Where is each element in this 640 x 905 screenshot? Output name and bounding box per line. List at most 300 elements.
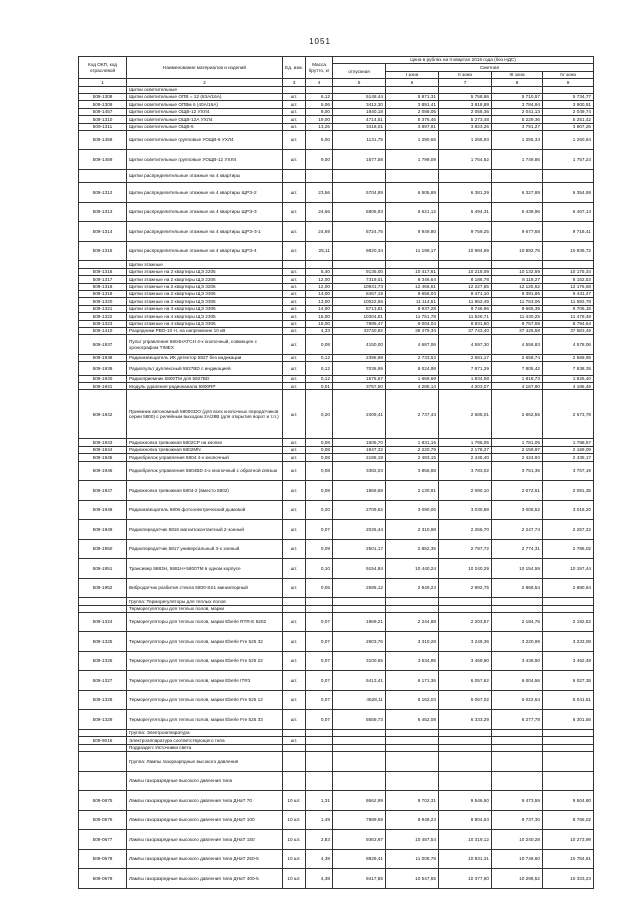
zone1-price-cell: 2 130,91 bbox=[386, 481, 439, 501]
name-cell: Щитки этажные на 4 квартиры ЩЭ 3306 bbox=[127, 320, 283, 327]
zone4-price-cell: 12 176,68 bbox=[543, 283, 594, 290]
unit-cell: шт. bbox=[283, 283, 306, 290]
release-price-cell: 7036,95 bbox=[333, 362, 386, 376]
zone4-price-cell: 10 333,23 bbox=[543, 869, 594, 889]
zone3-price-cell: 1 749,86 bbox=[492, 150, 543, 170]
unit-cell: шт. bbox=[283, 737, 306, 744]
zone2-price-cell: 2 892,75 bbox=[439, 578, 492, 598]
zone2-price-cell: 10 218,09 bbox=[439, 268, 492, 275]
mass-cell: 12,00 bbox=[306, 283, 333, 290]
mass-cell: 0,10 bbox=[306, 559, 333, 579]
empty-cell bbox=[333, 169, 386, 183]
zone3-price-cell: 3 220,99 bbox=[492, 632, 543, 652]
empty-cell bbox=[439, 261, 492, 268]
mass-cell: 25,11 bbox=[306, 241, 333, 261]
table-row bbox=[79, 869, 594, 889]
release-price-cell: 2903,76 bbox=[333, 632, 386, 652]
release-price-cell: 2026,44 bbox=[333, 520, 386, 540]
zone3-price-cell: 2 658,74 bbox=[492, 354, 543, 361]
zone3-price-cell: 3 784,94 bbox=[492, 101, 543, 108]
zone1-price-cell: 11 751,78 bbox=[386, 313, 439, 320]
name-cell: Щитки этажные на 2 квартиры ЩЭ 3305 bbox=[127, 298, 283, 305]
release-price-cell: 2186,19 bbox=[333, 454, 386, 461]
code-cell: 509-1325 bbox=[79, 632, 127, 652]
mass-cell: 5,00 bbox=[306, 130, 333, 150]
name-cell: Радиобрелок управления 5804 4-х кнопочный bbox=[127, 454, 283, 461]
unit-cell: шт. bbox=[283, 320, 306, 327]
table-row bbox=[79, 268, 594, 275]
code-cell bbox=[79, 771, 127, 791]
zone3-price-cell: 9 665,39 bbox=[492, 305, 543, 312]
zone4-price-cell: 1 757,24 bbox=[543, 150, 594, 170]
zone1-price-cell: 1 290,65 bbox=[386, 130, 439, 150]
name-cell: Терморегуляторы для теплых полов, марки Eberle Fre 525 32 bbox=[127, 632, 283, 652]
code-cell: 509-1949 bbox=[79, 520, 127, 540]
zone4-price-cell: 2 786,02 bbox=[543, 539, 594, 559]
group-row bbox=[79, 605, 594, 612]
release-price-cell: 8662,99 bbox=[333, 791, 386, 811]
code-cell: 509-1457 bbox=[79, 108, 127, 115]
release-price-cell: 9135,00 bbox=[333, 268, 386, 275]
zone1-price-cell: 9 004,04 bbox=[386, 320, 439, 327]
group-title: Щитки распределительные этажные на 4 квартиры bbox=[127, 169, 283, 183]
empty-cell bbox=[306, 605, 333, 612]
unit-cell: шт. bbox=[283, 520, 306, 540]
zone1-price-cell: 2 310,98 bbox=[386, 520, 439, 540]
zone4-price-cell: 8 152,53 bbox=[543, 276, 594, 283]
unit-cell: шт. bbox=[283, 710, 306, 730]
group-row bbox=[79, 598, 594, 605]
code-cell: 509-0678 bbox=[79, 849, 127, 869]
unit-cell: шт. bbox=[283, 298, 306, 305]
release-price-cell bbox=[333, 737, 386, 744]
release-price-cell: 10304,81 bbox=[333, 313, 386, 320]
release-price-cell: 2409,41 bbox=[333, 390, 386, 439]
empty-cell bbox=[492, 86, 543, 93]
release-price-cell: 1947,32 bbox=[333, 446, 386, 453]
zone1-price-cell: 10 547,65 bbox=[386, 869, 439, 889]
code-cell: 509-1309 bbox=[79, 101, 127, 108]
zone1-price-cell: 3 534,95 bbox=[386, 651, 439, 671]
unit-cell: шт. bbox=[283, 327, 306, 334]
name-cell: Разрядники РВО-10 Н, на напряжение 10 кВ bbox=[127, 327, 283, 334]
mass-cell: 0,08 bbox=[306, 335, 333, 355]
zone3-price-cell: 9 677,58 bbox=[492, 222, 543, 242]
zone3-price-cell bbox=[492, 737, 543, 744]
empty-cell bbox=[283, 261, 306, 268]
zone1-price-cell: 9 937,28 bbox=[386, 305, 439, 312]
name-cell: Щитки этажные на 2 квартиры ЩЭ 3206 bbox=[127, 283, 283, 290]
name-cell: Лампы газоразрядные высокого давления типа ДНаТ 400-5 bbox=[127, 869, 283, 889]
header-index: 8 bbox=[492, 79, 543, 86]
zone4-price-cell: 10 175,34 bbox=[543, 268, 594, 275]
zone2-price-cell: 3 249,36 bbox=[439, 632, 492, 652]
code-cell: 509-1410 bbox=[79, 327, 127, 334]
mass-cell: 13,00 bbox=[306, 298, 333, 305]
empty-cell bbox=[543, 605, 594, 612]
name-cell: Щитки распределительные этажные на 4 квартиры ЩРЭ-3 bbox=[127, 202, 283, 222]
header-index-row bbox=[79, 79, 594, 86]
table-row bbox=[79, 276, 594, 283]
empty-cell bbox=[439, 752, 492, 772]
code-cell: 509-1321 bbox=[79, 305, 127, 312]
zone1-price-cell: 6 505,89 bbox=[386, 183, 439, 203]
zone4-price-cell: 11 478,48 bbox=[543, 313, 594, 320]
zone1-price-cell: 8 346,64 bbox=[386, 276, 439, 283]
unit-cell: шт. bbox=[283, 116, 306, 123]
empty-cell bbox=[386, 744, 439, 751]
empty-cell bbox=[283, 86, 306, 93]
empty-cell bbox=[543, 169, 594, 183]
header-release: отпускная bbox=[333, 64, 386, 79]
table-row bbox=[79, 150, 594, 170]
zone1-price-cell: 2 733,53 bbox=[386, 354, 439, 361]
mass-cell: 0,01 bbox=[306, 383, 333, 390]
zone1-price-cell: 8 024,98 bbox=[386, 362, 439, 376]
zone1-price-cell: 8 948,23 bbox=[386, 810, 439, 830]
zone2-price-cell: 5 273,48 bbox=[439, 116, 492, 123]
name-cell: Щитки распределительные этажные на 4 квартиры ЩРЭ-4 bbox=[127, 241, 283, 261]
group-row bbox=[79, 86, 594, 93]
name-cell: Пульт управления 5804HATCH 4-х кнопочный, совмещен с хронографом TIMEX bbox=[127, 335, 283, 355]
empty-cell bbox=[492, 752, 543, 772]
unit-cell: шт. bbox=[283, 671, 306, 691]
table-row bbox=[79, 439, 594, 446]
name-cell: Радиокнопка тревожная 5804-2 (вместо 5802) bbox=[127, 481, 283, 501]
release-price-cell: 4150,00 bbox=[333, 335, 386, 355]
unit-cell: 10 шт. bbox=[283, 791, 306, 811]
table-row bbox=[79, 461, 594, 481]
zone2-price-cell: 1 265,93 bbox=[439, 130, 492, 150]
zone4-price-cell: 6 467,14 bbox=[543, 202, 594, 222]
empty-cell bbox=[333, 598, 386, 605]
empty-cell bbox=[306, 86, 333, 93]
name-cell: Щитки этажные на 2 квартиры ЩЭ 2205 bbox=[127, 268, 283, 275]
zone3-price-cell: 3 791,27 bbox=[492, 123, 543, 130]
zone1-price-cell: 6 171,36 bbox=[386, 671, 439, 691]
code-cell: 509-1310 bbox=[79, 116, 127, 123]
mass-cell: 12,00 bbox=[306, 276, 333, 283]
zone2-price-cell: 8 186,78 bbox=[439, 276, 492, 283]
zone1-price-cell: 10 487,54 bbox=[386, 830, 439, 850]
table-row bbox=[79, 446, 594, 453]
unit-cell: шт. bbox=[283, 130, 306, 150]
header-mass: Масса брутто, кг bbox=[306, 57, 333, 79]
name-cell: Щитки этажные на 2 квартиры ЩЭ 3306 bbox=[127, 290, 283, 297]
unit-cell: шт. bbox=[283, 108, 306, 115]
code-cell: 509-1937 bbox=[79, 335, 127, 355]
zone1-price-cell: 3 891,41 bbox=[386, 101, 439, 108]
zone2-price-cell: 3 030,88 bbox=[439, 500, 492, 520]
empty-cell bbox=[283, 169, 306, 183]
code-cell: 509-1328 bbox=[79, 690, 127, 710]
code-cell: 509-1318 bbox=[79, 283, 127, 290]
mass-cell: 24,69 bbox=[306, 222, 333, 242]
unit-cell: шт. bbox=[283, 454, 306, 461]
code-cell: 509-1320 bbox=[79, 298, 127, 305]
zone2-price-cell: 2 058,36 bbox=[439, 108, 492, 115]
zone3-price-cell: 2 247,74 bbox=[492, 520, 543, 540]
code-cell: 509-1942 bbox=[79, 390, 127, 439]
empty-cell bbox=[333, 752, 386, 772]
empty-cell bbox=[492, 261, 543, 268]
unit-cell: 10 шт. bbox=[283, 830, 306, 850]
unit-cell: шт. bbox=[283, 578, 306, 598]
header-index: 7 bbox=[439, 79, 492, 86]
zone3-price-cell: 2 424,93 bbox=[492, 454, 543, 461]
zone3-price-cell: 4 558,83 bbox=[492, 335, 543, 355]
zone1-price-cell: 9 949,80 bbox=[386, 222, 439, 242]
zone2-price-cell: 11 862,49 bbox=[439, 298, 492, 305]
release-price-cell: 1869,58 bbox=[333, 481, 386, 501]
zone1-price-cell: 2 493,15 bbox=[386, 454, 439, 461]
code-cell: 509-1323 bbox=[79, 320, 127, 327]
release-price-cell: 7989,59 bbox=[333, 810, 386, 830]
release-price-cell: 2586,12 bbox=[333, 578, 386, 598]
empty-cell bbox=[333, 744, 386, 751]
zone3-price-cell: 5 710,57 bbox=[492, 93, 543, 100]
code-cell: 509-1459 bbox=[79, 150, 127, 170]
code-cell: 509-1316 bbox=[79, 268, 127, 275]
mass-cell: 0,09 bbox=[306, 539, 333, 559]
release-price-cell: 9154,84 bbox=[333, 559, 386, 579]
zone3-price-cell: 2 072,61 bbox=[492, 481, 543, 501]
mass-cell: 5,40 bbox=[306, 268, 333, 275]
empty-cell bbox=[439, 598, 492, 605]
empty-cell bbox=[333, 86, 386, 93]
unit-cell: шт. bbox=[283, 101, 306, 108]
zone2-price-cell: 3 783,02 bbox=[439, 461, 492, 481]
unit-cell: шт. bbox=[283, 150, 306, 170]
unit-cell: шт. bbox=[283, 268, 306, 275]
zone3-price-cell: 5 022,64 bbox=[492, 690, 543, 710]
zone2-price-cell: 1 764,62 bbox=[439, 150, 492, 170]
empty-cell bbox=[492, 744, 543, 751]
name-cell: Радиопульт дуплексный 5827BD с индикацией bbox=[127, 362, 283, 376]
name-cell: Радиокнопка тревожная 5802MN bbox=[127, 446, 283, 453]
zone3-price-cell: 3 005,52 bbox=[492, 500, 543, 520]
page-number: 1051 bbox=[309, 37, 331, 46]
zone2-price-cell: 6 333,29 bbox=[439, 710, 492, 730]
zone4-price-cell: 2 169,09 bbox=[543, 446, 594, 453]
zone3-price-cell: 10 132,59 bbox=[492, 268, 543, 275]
unit-cell: шт. bbox=[283, 481, 306, 501]
code-cell: 509-1326 bbox=[79, 651, 127, 671]
release-price-cell: 8713,81 bbox=[333, 305, 386, 312]
zone1-price-cell: 2 737,44 bbox=[386, 390, 439, 439]
code-cell: 509-1952 bbox=[79, 578, 127, 598]
mass-cell: 0,08 bbox=[306, 461, 333, 481]
code-cell: 509-1938 bbox=[79, 354, 127, 361]
zone4-price-cell: 10 273,99 bbox=[543, 830, 594, 850]
mass-cell: 1,31 bbox=[306, 791, 333, 811]
mass-cell: 4,33 bbox=[306, 327, 333, 334]
zone2-price-cell: 10 831,31 bbox=[439, 849, 492, 869]
zone2-price-cell: 1 834,08 bbox=[439, 375, 492, 382]
release-price-cell: 3418,01 bbox=[333, 123, 386, 130]
table-row bbox=[79, 222, 594, 242]
mass-cell: 0,07 bbox=[306, 520, 333, 540]
price-table bbox=[78, 56, 594, 889]
name-cell: Электроаппаратура соответствующего типа bbox=[127, 737, 283, 744]
release-price-cell: 1676,67 bbox=[333, 375, 386, 382]
empty-cell bbox=[283, 752, 306, 772]
name-cell: Щитки осветительные ОЩВ-6 bbox=[127, 123, 283, 130]
code-cell: 509-1941 bbox=[79, 383, 127, 390]
zone4-price-cell: 5 041,61 bbox=[543, 690, 594, 710]
name-cell: Щитки осветительные групповые УОЩВ-6 УХЛ4 bbox=[127, 130, 283, 150]
table-row bbox=[79, 375, 594, 382]
table-body bbox=[79, 86, 594, 888]
table-row bbox=[79, 313, 594, 320]
empty-cell bbox=[386, 605, 439, 612]
table-row bbox=[79, 116, 594, 123]
header-price-group: Цена в рублях на II квартал 2016 года (без НДС) bbox=[333, 57, 594, 64]
code-cell: 509-1943 bbox=[79, 439, 127, 446]
code-cell: 509-1313 bbox=[79, 202, 127, 222]
zone4-price-cell: 2 081,35 bbox=[543, 481, 594, 501]
zone3-price-cell: 6 327,89 bbox=[492, 183, 543, 203]
zone2-price-cell: 3 469,90 bbox=[439, 651, 492, 671]
zone2-price-cell: 5 758,86 bbox=[439, 93, 492, 100]
table-row bbox=[79, 632, 594, 652]
release-price-cell: 10022,56 bbox=[333, 298, 386, 305]
name-cell: Радиоизвещатель ИК детектор 5827 без индикации bbox=[127, 354, 283, 361]
header-index: 5 bbox=[333, 79, 386, 86]
mass-cell: 19,00 bbox=[306, 116, 333, 123]
table-row bbox=[79, 327, 594, 334]
unit-cell: шт. bbox=[283, 362, 306, 376]
zone4-price-cell: 6 301,56 bbox=[543, 710, 594, 730]
code-cell: 509-1939 bbox=[79, 362, 127, 376]
code-cell: 509-0679 bbox=[79, 869, 127, 889]
zone2-price-cell: 9 471,10 bbox=[439, 290, 492, 297]
zone1-price-cell: 11 008,78 bbox=[386, 849, 439, 869]
empty-cell bbox=[386, 752, 439, 772]
group-row bbox=[79, 169, 594, 183]
zone2-price-cell: 9 746,96 bbox=[439, 305, 492, 312]
name-cell: Вибродатчик разбития стекла 5800-SS1 миниатюрный bbox=[127, 578, 283, 598]
unit-cell: 10 шт. bbox=[283, 849, 306, 869]
name-cell: Трансивер 5883H, 5881H+5800TM в одном корпусе bbox=[127, 559, 283, 579]
zone3-price-cell: 8 737,30 bbox=[492, 810, 543, 830]
group-title: Группа: Электроаппаратура bbox=[127, 729, 283, 736]
zone4-price-cell: 7 838,35 bbox=[543, 362, 594, 376]
zone4-price-cell: 2 673,78 bbox=[543, 390, 594, 439]
mass-cell: 0,12 bbox=[306, 375, 333, 382]
header-zone-4: IV зона bbox=[543, 71, 594, 78]
release-price-cell: 9417,85 bbox=[333, 869, 386, 889]
header-index: 3 bbox=[283, 79, 306, 86]
mass-cell: 0,07 bbox=[306, 671, 333, 691]
name-cell: Радиопередатчик 5816 магнитоконтактный 2-зонный bbox=[127, 520, 283, 540]
zone4-price-cell: 2 257,22 bbox=[543, 520, 594, 540]
mass-cell: 23,56 bbox=[306, 183, 333, 203]
group-row bbox=[79, 752, 594, 772]
zone2-price-cell: 10 240,29 bbox=[439, 559, 492, 579]
code-cell: 509-9016 bbox=[79, 737, 127, 744]
name-cell: Щитки этажные на 3 квартиры ЩЭ 3306 bbox=[127, 305, 283, 312]
mass-cell: 24,66 bbox=[306, 202, 333, 222]
empty-cell bbox=[543, 729, 594, 736]
empty-cell bbox=[439, 729, 492, 736]
code-cell: 509-1329 bbox=[79, 710, 127, 730]
code-cell bbox=[79, 86, 127, 93]
zone2-price-cell: 7 871,29 bbox=[439, 362, 492, 376]
code-cell bbox=[79, 752, 127, 772]
release-price-cell: 4714,51 bbox=[333, 116, 386, 123]
table-row bbox=[79, 390, 594, 439]
zone2-price-cell: 11 526,71 bbox=[439, 313, 492, 320]
name-cell: Щитки этажные на 2 квартиры ЩЭ 2206 bbox=[127, 276, 283, 283]
mass-cell: 0,07 bbox=[306, 612, 333, 632]
zone4-price-cell: 1 826,40 bbox=[543, 375, 594, 382]
table-row bbox=[79, 690, 594, 710]
header-index: 4 bbox=[306, 79, 333, 86]
release-price-cell: 10931,73 bbox=[333, 283, 386, 290]
unit-cell: шт. bbox=[283, 241, 306, 261]
unit-cell: шт. bbox=[283, 539, 306, 559]
table-row bbox=[79, 202, 594, 222]
zone2-price-cell: 2 797,72 bbox=[439, 539, 492, 559]
empty-cell bbox=[543, 86, 594, 93]
empty-cell bbox=[283, 605, 306, 612]
release-price-cell: 5413,41 bbox=[333, 671, 386, 691]
code-cell: 509-0675 bbox=[79, 791, 127, 811]
name-cell: Лампы газоразрядные высокого давления типа ДНаТ 250-5 bbox=[127, 849, 283, 869]
zone1-price-cell: 6 452,08 bbox=[386, 710, 439, 730]
zone3-price-cell: 7 805,42 bbox=[492, 362, 543, 376]
zone4-price-cell: 2 880,64 bbox=[543, 578, 594, 598]
zone4-price-cell: 10 197,44 bbox=[543, 559, 594, 579]
zone3-price-cell: 11 430,25 bbox=[492, 313, 543, 320]
mass-cell bbox=[306, 737, 333, 744]
zone1-price-cell: 3 856,88 bbox=[386, 461, 439, 481]
mass-cell: 9,00 bbox=[306, 150, 333, 170]
release-price-cell: 5704,89 bbox=[333, 183, 386, 203]
zone2-price-cell: 4 203,07 bbox=[439, 383, 492, 390]
empty-cell bbox=[333, 605, 386, 612]
empty-cell bbox=[386, 771, 439, 791]
zone2-price-cell: 2 266,70 bbox=[439, 520, 492, 540]
zone3-price-cell: 2 159,97 bbox=[492, 446, 543, 453]
zone2-price-cell: 9 546,50 bbox=[439, 791, 492, 811]
code-cell: 509-1315 bbox=[79, 241, 127, 261]
release-price-cell: 33740,92 bbox=[333, 327, 386, 334]
empty-cell bbox=[386, 598, 439, 605]
code-cell: 509-1308 bbox=[79, 93, 127, 100]
release-price-cell: 3757,50 bbox=[333, 383, 386, 390]
table-row bbox=[79, 481, 594, 501]
table-row bbox=[79, 578, 594, 598]
zone1-price-cell: 5 871,31 bbox=[386, 93, 439, 100]
unit-cell: шт. bbox=[283, 390, 306, 439]
mass-cell: 0,08 bbox=[306, 446, 333, 453]
zone3-price-cell: 3 439,50 bbox=[492, 651, 543, 671]
zone3-price-cell: 10 748,60 bbox=[492, 849, 543, 869]
release-price-cell: 3382,03 bbox=[333, 461, 386, 481]
zone1-price-cell: 9 656,03 bbox=[386, 290, 439, 297]
unit-cell: шт. bbox=[283, 446, 306, 453]
mass-cell: 0,12 bbox=[306, 362, 333, 376]
release-price-cell: 7895,47 bbox=[333, 320, 386, 327]
mass-cell: 0,20 bbox=[306, 500, 333, 520]
mass-cell: 14,00 bbox=[306, 305, 333, 312]
empty-cell bbox=[543, 744, 594, 751]
name-cell: Приемник автономный 5800GDO (для всех кнопочных передатчиков серии 5800) с релейным выходом 2A/28B (для открытия ворот и т.п.) bbox=[127, 390, 283, 439]
unit-cell: шт. bbox=[283, 375, 306, 382]
zone4-price-cell: 3 233,08 bbox=[543, 632, 594, 652]
